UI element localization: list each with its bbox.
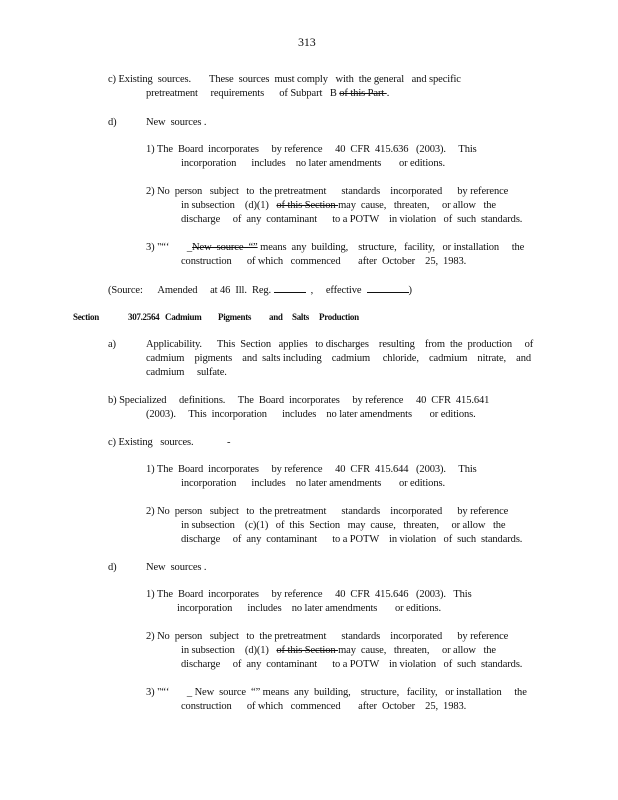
- c-item1-line2: incorporation includes no later amendments or editions.: [181, 478, 445, 489]
- item1-line1: 1) The Board incorporates by reference 40 CFR 415.636 (2003). This: [146, 144, 477, 155]
- section-title-word: Production: [319, 312, 359, 322]
- applicability-line1: Applicability. This Section applies to discharges resulting from the production of: [146, 339, 534, 350]
- applicability-line2: cadmium pigments and salts including cadmium chloride, cadmium nitrate, and: [146, 353, 532, 364]
- existing-sources-label-2: c) Existing sources.: [108, 437, 194, 448]
- d-item2-line2: in subsection (d)(1) of this Section may cause, threaten, or allow the: [181, 645, 496, 656]
- applicability-line3: cadmium sulfate.: [146, 367, 227, 378]
- strikethrough-text: of this Section: [276, 645, 339, 656]
- c-item2-line3: discharge of any contaminant to a POTW in violation of such standards.: [181, 534, 523, 545]
- d-item1-line1: 1) The Board incorporates by reference 40 CFR 415.646 (2003). This: [146, 589, 472, 600]
- item1-line2: incorporation includes no later amendments or editions.: [181, 158, 445, 169]
- section-title-word: and: [269, 312, 283, 322]
- strikethrough-text: of this Section: [276, 200, 339, 211]
- existing-sources-label: c) Existing sources.: [108, 74, 192, 85]
- existing-sources-line2: pretreatment requirements of Subpart B of this Part .: [146, 88, 390, 99]
- existing-sources-line1: These sources must comply with the general and specific: [209, 74, 461, 85]
- applicability-label: a): [108, 339, 116, 350]
- section-title-word: Cadmium: [165, 312, 202, 322]
- source-note: (Source: Amended at 46 Ill. Reg. , effective ): [108, 285, 412, 296]
- section-title-word: Pigments: [218, 312, 252, 322]
- new-sources-text: New sources .: [146, 117, 207, 128]
- c-item2-line2: in subsection (c)(1) of this Section may cause, threaten, or allow the: [181, 520, 506, 531]
- strikethrough-text: of this Part: [339, 88, 387, 99]
- definitions-line1: b) Specialized definitions. The Board incorporates by reference 40 CFR 415.641: [108, 395, 490, 406]
- new-sources-label-2: d): [108, 562, 117, 573]
- d-item3-line1: 3) "“‘ _ New source “” means any building, structure, facility, or installation the: [146, 687, 527, 698]
- stray-dash: -: [227, 437, 231, 448]
- blank-underline: [367, 283, 409, 293]
- d-item1-line2: incorporation includes no later amendments or editions.: [177, 603, 441, 614]
- c-item2-line1: 2) No person subject to the pretreatment standards incorporated by reference: [146, 506, 509, 517]
- page-number: 313: [298, 35, 316, 49]
- section-word: Section: [73, 312, 99, 322]
- item2-line2: in subsection (d)(1) of this Section may cause, threaten, or allow the: [181, 200, 496, 211]
- item3-line1: 3) "“‘ _New source “” means any building, structure, facility, or installation the: [146, 242, 525, 253]
- section-title-word: Salts: [292, 312, 310, 322]
- new-sources-text-2: New sources .: [146, 562, 207, 573]
- item3-line2: construction of which commenced after October 25, 1983.: [181, 256, 467, 267]
- d-item2-line3: discharge of any contaminant to a POTW in violation of such standards.: [181, 659, 523, 670]
- item2-line3: discharge of any contaminant to a POTW in violation of such standards.: [181, 214, 523, 225]
- item2-line1: 2) No person subject to the pretreatment standards incorporated by reference: [146, 186, 509, 197]
- d-item3-line2: construction of which commenced after October 25, 1983.: [181, 701, 467, 712]
- definitions-line2: (2003). This incorporation includes no later amendments or editions.: [146, 409, 476, 420]
- d-item2-line1: 2) No person subject to the pretreatment standards incorporated by reference: [146, 631, 509, 642]
- new-sources-label: d): [108, 117, 117, 128]
- section-number: 307.2564: [128, 312, 160, 322]
- blank-underline: [274, 283, 306, 293]
- c-item1-line1: 1) The Board incorporates by reference 40 CFR 415.644 (2003). This: [146, 464, 477, 475]
